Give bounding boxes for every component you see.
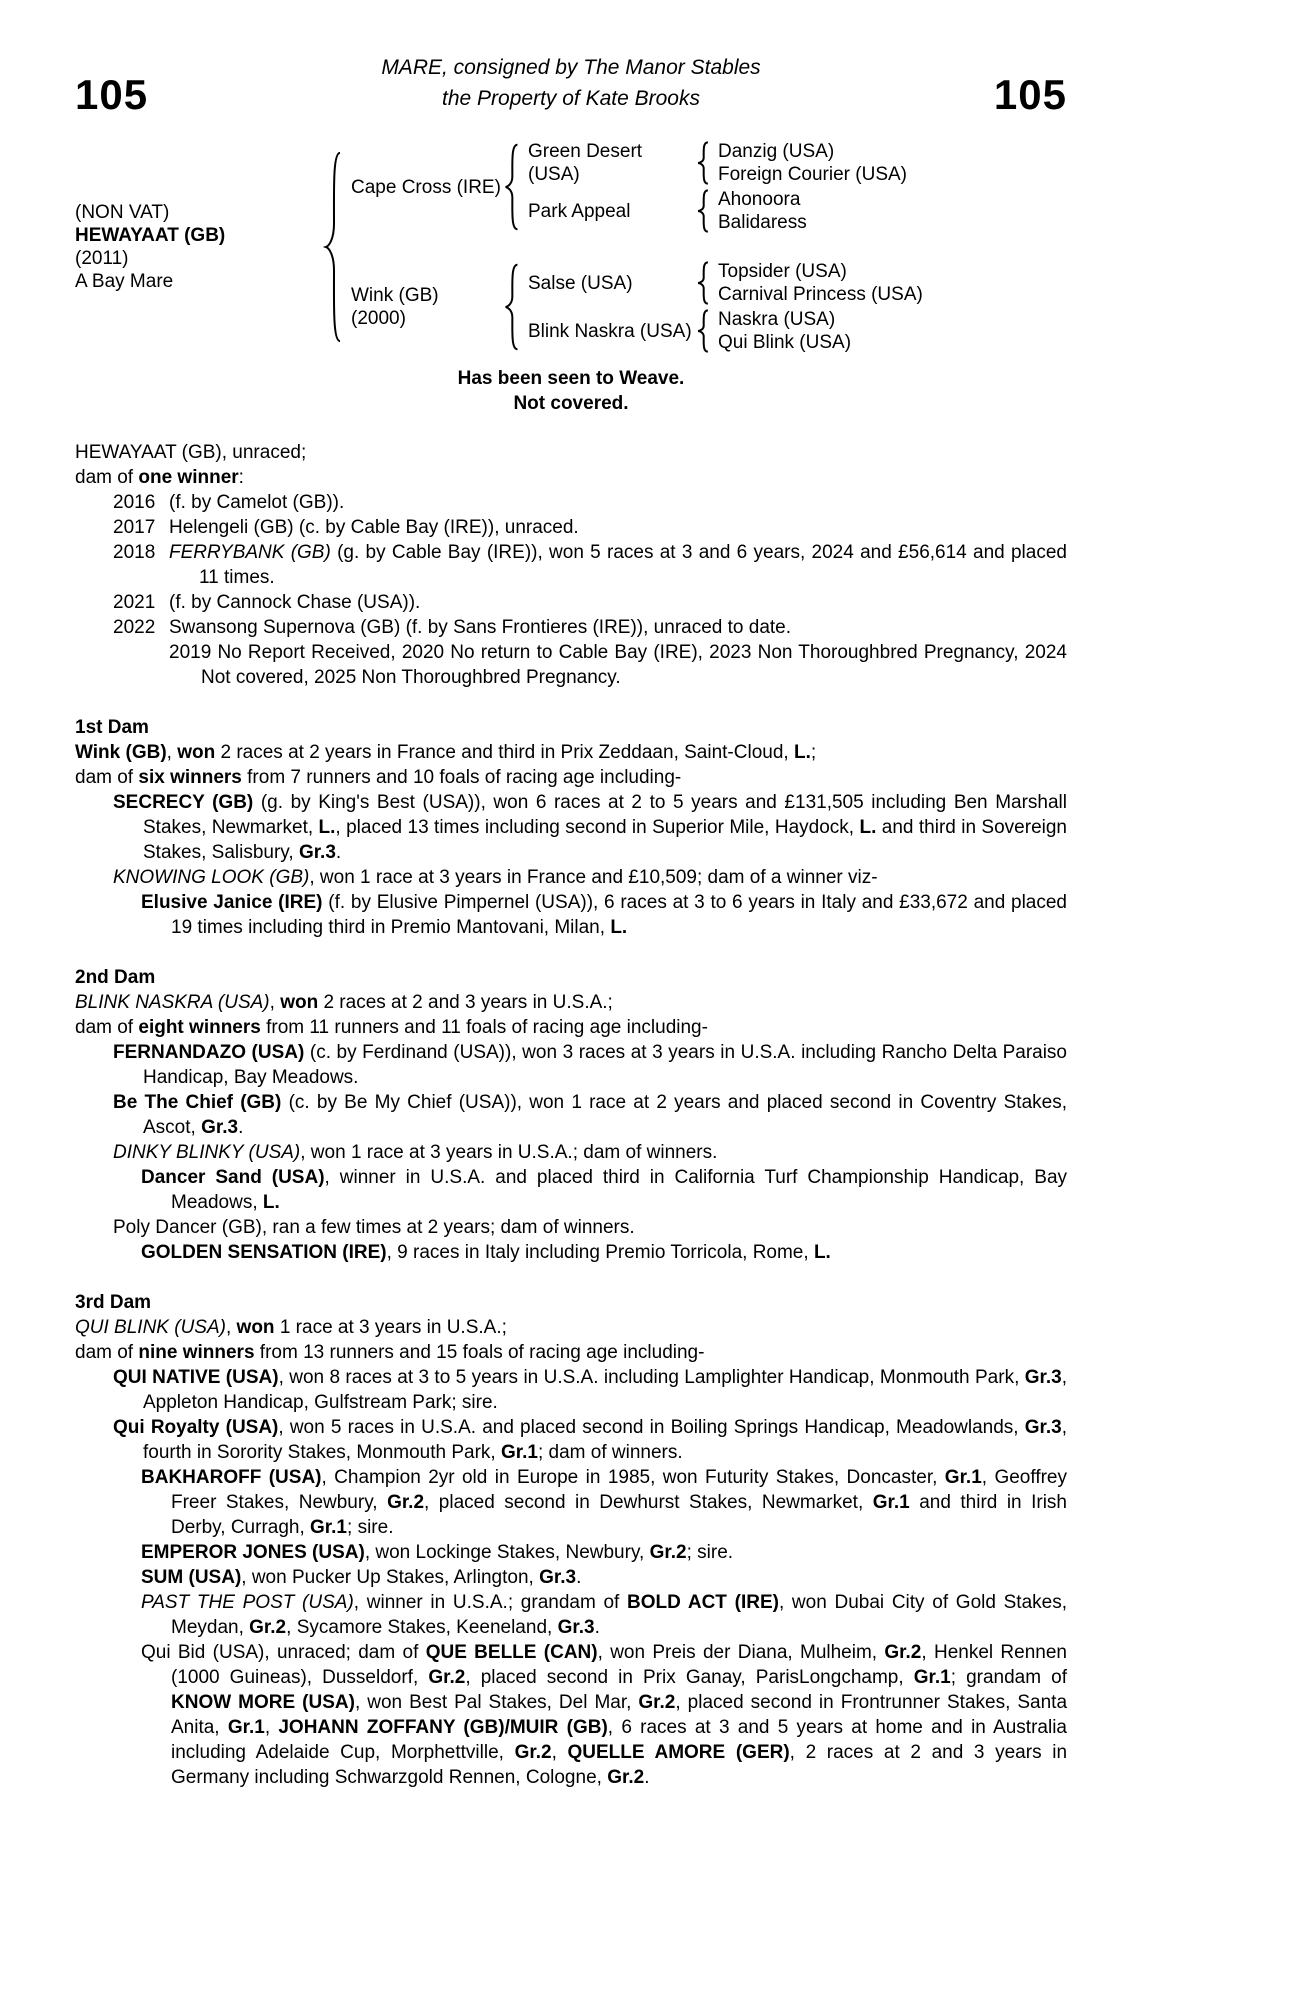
produce-text: Swansong Supernova (GB) (f. by Sans Frontieres (IRE)), unraced to date. <box>169 617 792 638</box>
pedigree-entry: Elusive Janice (IRE) (f. by Elusive Pimpernel (USA)), 6 races at 3 to 6 years in Italy and £33,672 and placed 19 times including third in Premio Mantovani, Milan, L. <box>141 892 1067 938</box>
lot-number-right: 105 <box>993 71 1067 118</box>
lot-number-left: 105 <box>75 71 149 118</box>
produce-records <box>75 490 1067 640</box>
produce-year: 2017 <box>113 517 156 538</box>
dam-section <box>75 715 1067 940</box>
pedigree-ancestor: Foreign Courier (USA) <box>718 164 907 185</box>
horse-name: HEWAYAAT (GB) <box>75 225 226 246</box>
produce-text: (f. by Camelot (GB)). <box>169 492 345 513</box>
stable-notices <box>75 366 1067 416</box>
pedigree-entry: QUI NATIVE (USA), won 8 races at 3 to 5 years in U.S.A. including Lamplighter Handicap, Monmouth Park, Gr.3, Appleton Handicap, Gulfstream Park; sire. <box>113 1367 1067 1413</box>
produce-year: 2021 <box>113 592 156 613</box>
sire-sire-parents <box>718 140 1067 186</box>
produce-year: 2022 <box>113 617 156 638</box>
produce-intro: HEWAYAAT (GB), unraced; <box>75 442 307 463</box>
produce-note: 2019 No Report Received, 2020 No return to Cable Bay (IRE), 2023 Non Thoroughbred Pregnancy, 2024 Not covered, 2025 Non Thoroughbred Pregnancy. <box>169 642 1067 688</box>
pedigree-entry: dam of eight winners from 11 runners and 11 foals of racing age including- <box>75 1017 708 1038</box>
produce-text: FERRYBANK (GB) (g. by Cable Bay (IRE)), won 5 races at 3 and 6 years, 2024 and £56,614 and placed 11 times. <box>169 542 1067 588</box>
dam-title: 1st Dam <box>75 717 149 738</box>
pedigree-ancestor: Balidaress <box>718 212 807 233</box>
produce-text: Helengeli (GB) (c. by Cable Bay (IRE)), unraced. <box>169 517 579 538</box>
produce-row <box>75 590 1067 615</box>
pedigree-entry: DINKY BLINKY (USA), won 1 race at 3 years in U.S.A.; dam of winners. <box>113 1142 718 1163</box>
pedigree-entry: Qui Bid (USA), unraced; dam of QUE BELLE (CAN), won Preis der Diana, Mulheim, Gr.2, Henkel Rennen (1000 Guineas), Dusseldorf, Gr.2, placed second in Prix Ganay, ParisLongchamp, Gr.1; grandam of KNOW MORE (USA), won Best Pal Stakes, Del Mar, Gr.2, placed second in Frontrunner Stakes, Santa Anita, Gr.1, JOHANN ZOFFANY (GB)/MUIR (GB), 6 races at 3 and 5 years at home and in Australia including Adelaide Cup, Morphettville, Gr.2, QUELLE AMORE (GER), 2 races at 2 and 3 years in Germany including Schwarzgold Rennen, Cologne, Gr.2. <box>141 1642 1068 1788</box>
sire-dam-parents <box>718 188 1067 234</box>
pedigree-entry: Poly Dancer (GB), ran a few times at 2 years; dam of winners. <box>113 1217 635 1238</box>
pedigree-dam <box>351 284 503 330</box>
produce-row <box>75 615 1067 640</box>
pedigree-sire-dam: Park Appeal <box>528 200 631 222</box>
produce-row <box>75 490 1067 515</box>
vat-status: (NON VAT) <box>75 202 170 223</box>
notice-line: Has been seen to Weave. <box>457 368 685 389</box>
pedigree-entry: Wink (GB), won 2 races at 2 years in France and third in Prix Zeddaan, Saint-Cloud, L.; <box>75 742 817 763</box>
pedigree-entry: PAST THE POST (USA), winner in U.S.A.; grandam of BOLD ACT (IRE), won Dubai City of Gold Stakes, Meydan, Gr.2, Sycamore Stakes, Keeneland, Gr.3. <box>141 1592 1067 1638</box>
sire-dam-row <box>528 188 1067 234</box>
pedigree-entry: KNOWING LOOK (GB), won 1 race at 3 years in France and £10,509; dam of a winner viz- <box>113 867 878 888</box>
pedigree-sire-sire: Green Desert (USA) <box>528 141 643 185</box>
pedigree-dam-sire: Salse (USA) <box>528 272 633 294</box>
pedigree-entry: Dancer Sand (USA), winner in U.S.A. and placed third in California Turf Championship Handicap, Bay Meadows, L. <box>141 1167 1068 1213</box>
pedigree-ancestor: Topsider (USA) <box>718 261 847 282</box>
pedigree-ancestor: Carnival Princess (USA) <box>718 284 923 305</box>
produce-intro-2: dam of one winner: <box>75 467 244 488</box>
pedigree-ancestor: Naskra (USA) <box>718 309 836 330</box>
pedigree-sire: Cape Cross (IRE) <box>351 176 501 198</box>
foaling-year: (2011) <box>75 248 129 269</box>
pedigree-entry: BAKHAROFF (USA), Champion 2yr old in Europe in 1985, won Futurity Stakes, Doncaster, Gr.1, Geoffrey Freer Stakes, Newbury, Gr.2, placed second in Dewhurst Stakes, Newmarket, Gr.1 and third in Irish Derby, Curragh, Gr.1; sire. <box>141 1467 1067 1538</box>
pedigree-entry: Qui Royalty (USA), won 5 races in U.S.A. and placed second in Boiling Springs Handicap, Meadowlands, Gr.3, fourth in Sorority Stakes, Monmouth Park, Gr.1; dam of winners. <box>113 1417 1067 1463</box>
pedigree-ancestor: Qui Blink (USA) <box>718 332 852 353</box>
pedigree-entry: QUI BLINK (USA), won 1 race at 3 years in U.S.A.; <box>75 1317 507 1338</box>
produce-row <box>75 540 1067 590</box>
page-content <box>75 52 1067 1790</box>
pedigree-entry: dam of six winners from 7 runners and 10 foals of racing age including- <box>75 767 682 788</box>
dams <box>75 715 1067 1790</box>
pedigree-entry: dam of nine winners from 13 runners and 15 foals of racing age including- <box>75 1342 705 1363</box>
pedigree-entry: SUM (USA), won Pucker Up Stakes, Arlington, Gr.3. <box>141 1567 582 1588</box>
pedigree-entry: EMPEROR JONES (USA), won Lockinge Stakes, Newbury, Gr.2; sire. <box>141 1542 734 1563</box>
brace-sire-sire <box>696 141 710 185</box>
consignor-line: MARE, consigned by The Manor Stables <box>381 56 761 79</box>
pedigree-entry: BLINK NASKRA (USA), won 2 races at 2 and 3 years in U.S.A.; <box>75 992 613 1013</box>
pedigree-entry: SECRECY (GB) (g. by King's Best (USA)), won 6 races at 2 to 5 years and £131,505 including Ben Marshall Stakes, Newmarket, L., placed 13 times including second in Superior Mile, Haydock, L. and third in Sovereign Stakes, Salisbury, Gr.3. <box>113 792 1067 863</box>
brace-gen1 <box>323 149 343 345</box>
pedigree-entry: GOLDEN SENSATION (IRE), 9 races in Italy including Premio Torricola, Rome, L. <box>141 1242 831 1263</box>
pedigree-dam-year: (2000) <box>351 308 406 329</box>
pedigree-subject <box>75 201 323 293</box>
dam-title: 2nd Dam <box>75 967 156 988</box>
sire-row <box>351 140 1067 234</box>
dam-section <box>75 1290 1067 1790</box>
dam-dam-row <box>528 308 1067 354</box>
page-header <box>75 52 1067 124</box>
dam-title: 3rd Dam <box>75 1292 152 1313</box>
pedigree-ancestor: Danzig (USA) <box>718 141 835 162</box>
sire-parents <box>528 140 1067 234</box>
produce-text: (f. by Cannock Chase (USA)). <box>169 592 421 613</box>
dam-parents <box>528 260 1067 354</box>
dam-sire-row <box>528 260 1067 306</box>
produce-year: 2016 <box>113 492 156 513</box>
pedigree-entry: FERNANDAZO (USA) (c. by Ferdinand (USA)), won 3 races at 3 years in U.S.A. including Rancho Delta Paraiso Handicap, Bay Meadows. <box>113 1042 1067 1088</box>
dam-section <box>75 965 1067 1265</box>
produce-record-section <box>75 440 1067 690</box>
produce-row <box>75 515 1067 540</box>
pedigree-table <box>75 140 1067 354</box>
produce-year: 2018 <box>113 542 156 563</box>
property-line: the Property of Kate Brooks <box>442 87 700 110</box>
notice-line: Not covered. <box>513 393 629 414</box>
dam-dam-parents <box>718 308 1067 354</box>
brace-dam-sire <box>696 261 710 305</box>
horse-description: A Bay Mare <box>75 271 174 292</box>
dam-row <box>351 260 1067 354</box>
pedigree-entry: Be The Chief (GB) (c. by Be My Chief (USA)), won 1 race at 2 years and placed second in Coventry Stakes, Ascot, Gr.3. <box>113 1092 1067 1138</box>
dam-sire-parents <box>718 260 1067 306</box>
brace-dam <box>503 263 520 351</box>
sire-sire-row <box>528 140 1067 186</box>
generation-1 <box>351 140 1067 354</box>
brace-dam-dam <box>696 309 710 353</box>
pedigree-dam-name: Wink (GB) <box>351 285 439 306</box>
pedigree-dam-dam: Blink Naskra (USA) <box>528 320 692 342</box>
pedigree-ancestor: Ahonoora <box>718 189 801 210</box>
brace-sire-dam <box>696 189 710 233</box>
brace-sire <box>503 143 520 231</box>
